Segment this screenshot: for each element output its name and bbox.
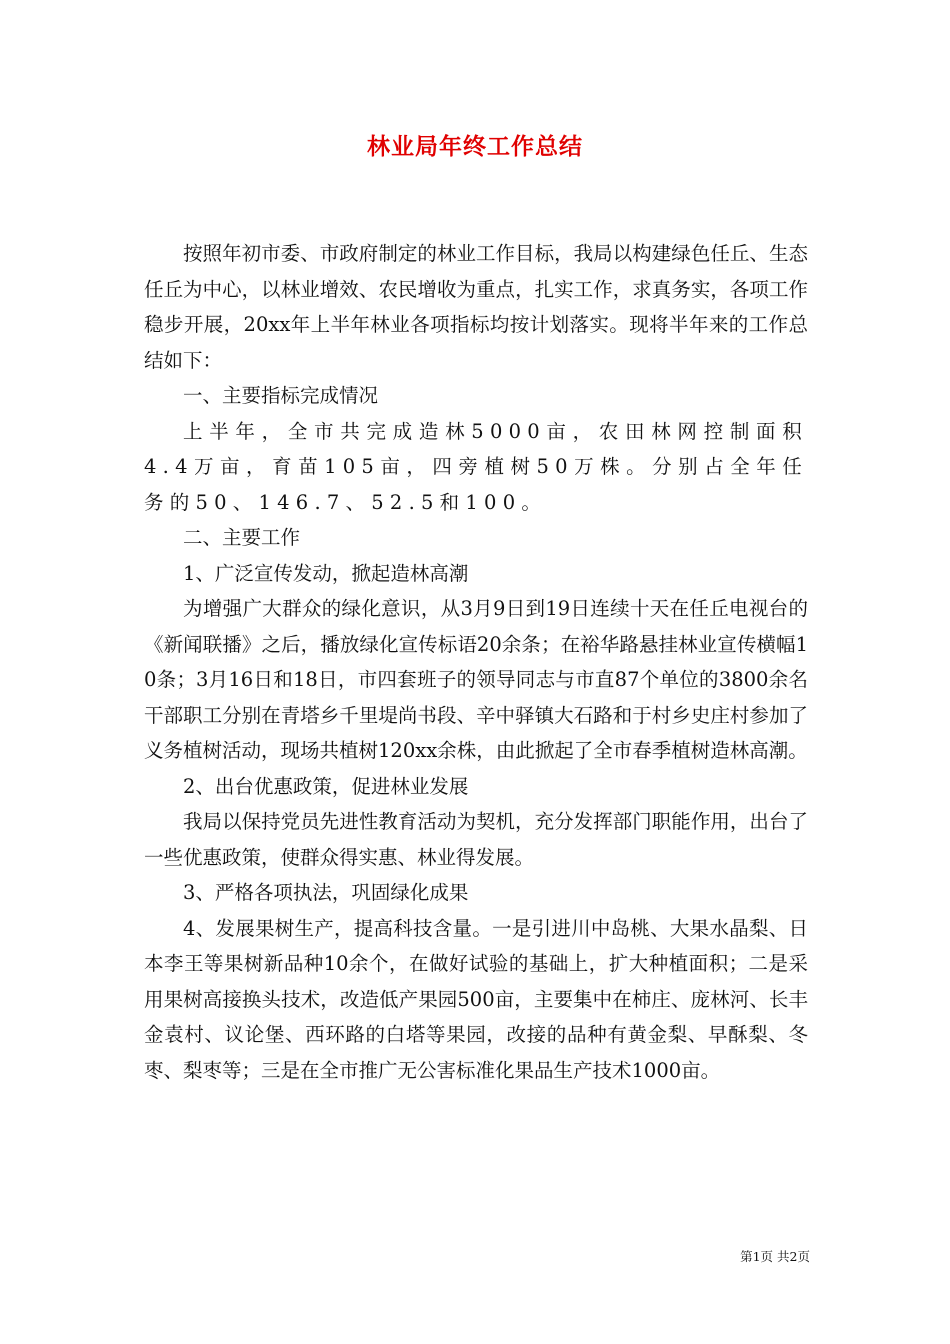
intro-paragraph: 按照年初市委、市政府制定的林业工作目标，我局以构建绿色任丘、生态任丘为中心，以林业增效、农民增收为重点，扎实工作，求真务实，各项工作稳步开展，20xx年上半年林业各项指标均按计划落实。现将半年来的工作总结如下： xyxy=(144,242,808,372)
fruit-tree-paragraph: 4、发展果树生产，提高科技含量。一是引进川中岛桃、大果水晶梨、日本李王等果树新品种10余个，在做好试验的基础上，扩大种植面积；二是采用果树高接换头技术，改造低产果园500亩，主要集中在柿庄、庞林河、长丰金袁村、议论堡、西环路的白塔等果园，改接的品种有黄金梨、早酥梨、冬枣、梨枣等；三是在全市推广无公害标准化果品生产技术1000亩。 xyxy=(144,916,808,1082)
document-title: 林业局年终工作总结 xyxy=(367,133,583,160)
document-body xyxy=(144,236,808,1088)
policy-paragraph: 我局以保持党员先进性教育活动为契机，充分发挥部门职能作用，出台了一些优惠政策，使群众得实惠、林业得发展。 xyxy=(144,810,808,869)
indicator-paragraph: 上半年，全市共完成造林5000亩，农田林网控制面积4.4万亩，育苗105亩，四旁植树50万株。分别占全年任务的50、146.7、52.5和100。 xyxy=(144,419,808,514)
page-number: 第1页 共2页 xyxy=(740,1249,810,1264)
subheading-3: 3、严格各项执法，巩固绿化成果 xyxy=(183,881,469,904)
publicity-paragraph: 为增强广大群众的绿化意识，从3月9日到19日连续十天在任丘电视台的《新闻联播》之后，播放绿化宣传标语20余条；在裕华路悬挂林业宣传横幅10条；3月16日和18日，市四套班子的领导同志与市直87个单位的3800余名干部职工分别在青塔乡千里堤尚书段、辛中驿镇大石路和于村乡史庄村参加了义务植树活动，现场共植树120xx余株，由此掀起了全市春季植树造林高潮。 xyxy=(144,597,808,762)
subheading-2: 2、出台优惠政策，促进林业发展 xyxy=(183,774,469,798)
subheading-1: 1、广泛宣传发动，掀起造林高潮 xyxy=(183,561,469,585)
section-heading-2: 二、主要工作 xyxy=(183,526,301,549)
section-heading-1: 一、主要指标完成情况 xyxy=(183,384,379,407)
